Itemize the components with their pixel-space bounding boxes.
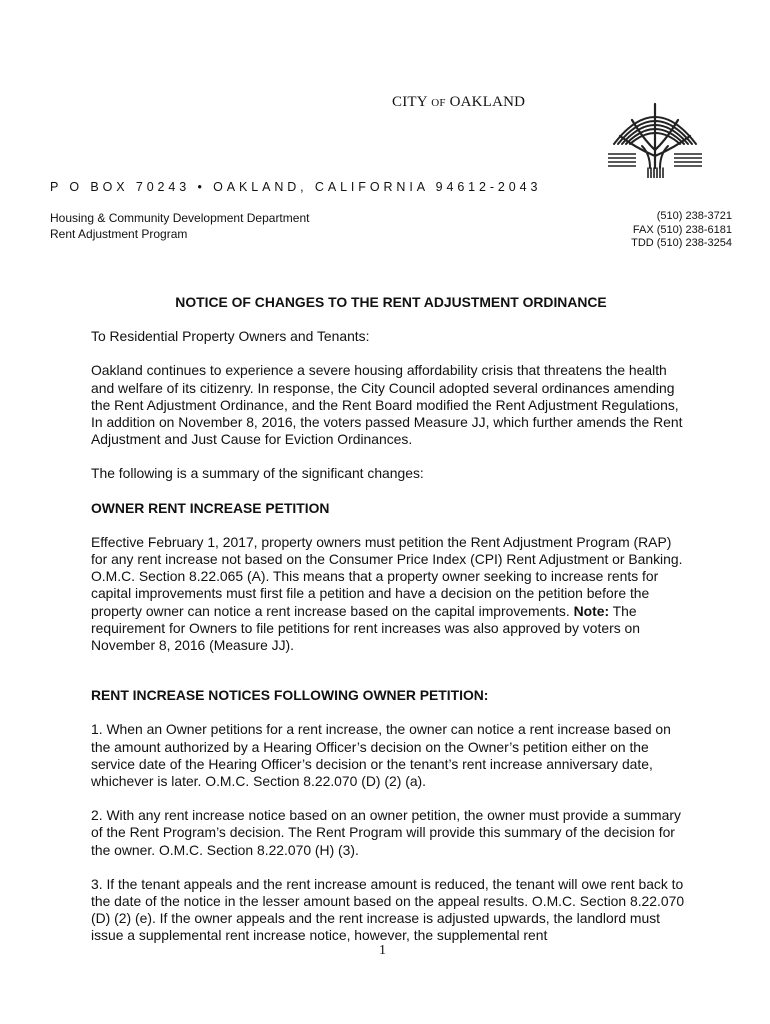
fax-number: FAX (510) 238-6181 bbox=[632, 223, 732, 236]
mailing-address: P O BOX 70243 • OAKLAND, CALIFORNIA 94612-2043 bbox=[50, 180, 542, 194]
oak-tree-logo-icon bbox=[606, 98, 704, 178]
list-item-3: 3. If the tenant appeals and the rent increase amount is reduced, the tenant will owe rent back to the date of the notice in the lesser amount based on the appeal results. O.M.C. Section 8.22.070 (D) (2) (e). If the owner appeals and the rent increase is adjusted upwards, the landlord must issue a supplemental rent increase notice, however, the supplemental rent bbox=[91, 875, 685, 944]
note-label: Note: bbox=[573, 602, 610, 619]
city-of-oakland-title: CITY OF OAKLAND bbox=[392, 94, 526, 110]
notice-body bbox=[91, 294, 691, 945]
section-heading-owner-petition: OWNER RENT INCREASE PETITION bbox=[91, 499, 330, 516]
intro-paragraph: Oakland continues to experience a severe housing affordability crisis that threatens the health and welfare of its citizenry. In response, the City Council adopted several ordinances amending the Rent Adjustment Ordinance, and the Rent Board modified the Rent Adjustment Regulations, In addition on November 8, 2016, the voters passed Measure JJ, which further amends the Rent Adjustment and Just Cause for Eviction Ordinances. bbox=[91, 362, 683, 448]
tdd-number: TDD (510) 238-3254 bbox=[631, 237, 732, 249]
department-block bbox=[50, 210, 309, 242]
summary-intro: The following is a summary of the significant changes: bbox=[91, 465, 424, 482]
section-heading-rent-increase-notices: RENT INCREASE NOTICES FOLLOWING OWNER PETITION: bbox=[91, 687, 489, 704]
contact-numbers bbox=[631, 210, 732, 251]
salutation: To Residential Property Owners and Tenants: bbox=[91, 328, 370, 345]
owner-petition-paragraph: Effective February 1, 2017, property owners must petition the Rent Adjustment Program (RAP) for any rent increase not based on the Consumer Price Index (CPI) Rent Adjustment or Banking. O.M.C. Section 8.22.065 (A). This means that a property owner seeking to increase rents for capital improvements must first file a petition and have a decision on the petition before the property owner can notice a rent increase based on the capital improvements. Note: The requirement for Owners to file petitions for rent increases was also approved by voters on November 8, 2016 (Measure JJ). bbox=[91, 533, 683, 654]
notice-title: NOTICE OF CHANGES TO THE RENT ADJUSTMENT ORDINANCE bbox=[175, 294, 607, 310]
department-name: Housing & Community Development Department bbox=[50, 211, 310, 225]
program-name: Rent Adjustment Program bbox=[50, 227, 188, 241]
phone-number: (510) 238-3721 bbox=[656, 210, 732, 222]
list-item-2: 2. With any rent increase notice based on an owner petition, the owner must provide a summary of the Rent Program’s decision. The Rent Program will provide this summary of the decision for the owner. O.M.C. Section 8.22.070 (H) (3). bbox=[91, 807, 681, 858]
list-item-1: 1. When an Owner petitions for a rent increase, the owner can notice a rent increase based on the amount authorized by a Hearing Officer’s decision on the Owner’s petition either on the service date of the Hearing Officer’s decision or the tenant’s rent increase anniversary date, whichever is later. O.M.C. Section 8.22.070 (D) (2) (a). bbox=[91, 721, 671, 790]
page-number: 1 bbox=[379, 943, 386, 958]
